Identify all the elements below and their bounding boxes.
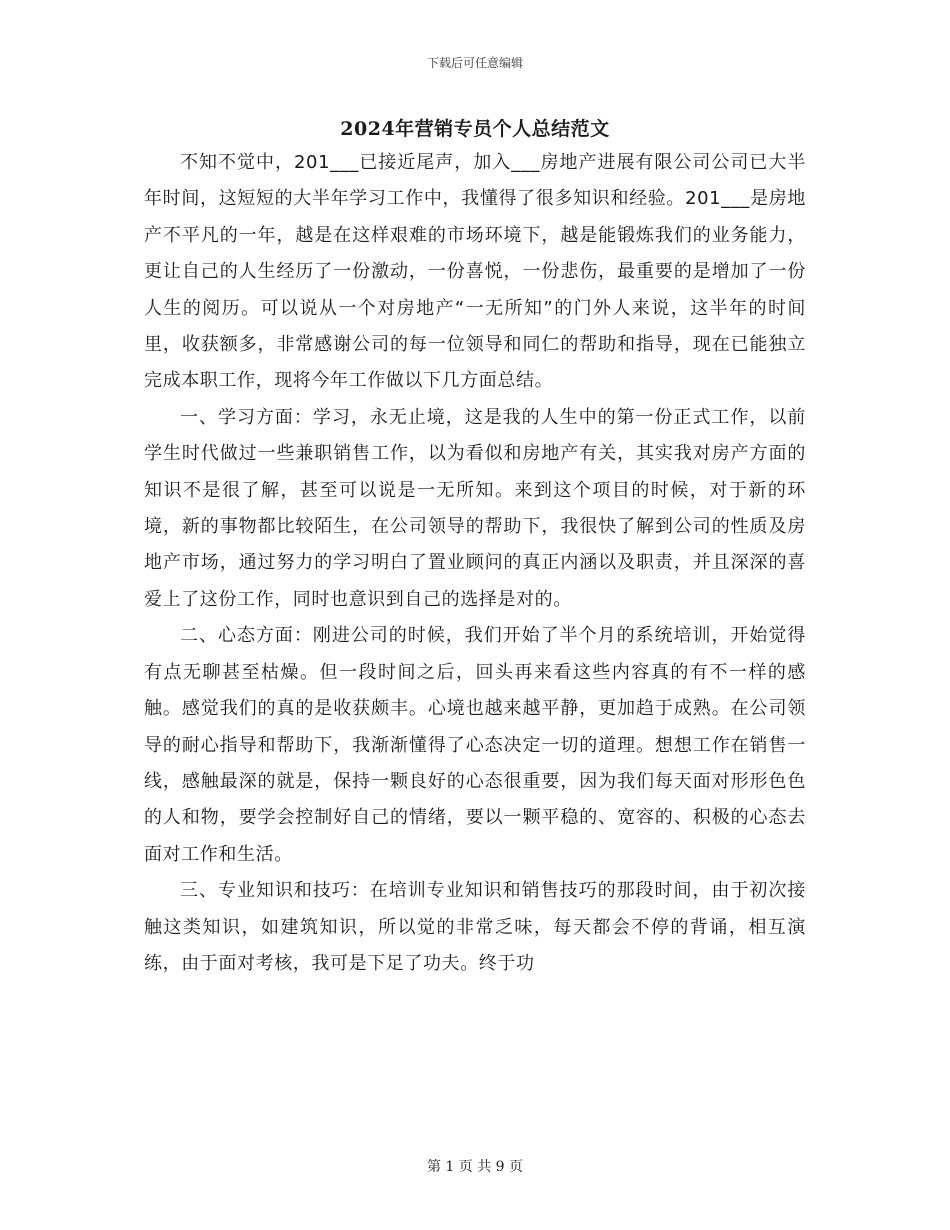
page-footer: 第 1 页 共 9 页 xyxy=(426,1159,524,1175)
paragraph-skills: 三、专业知识和技巧：在培训专业知识和销售技巧的那段时间，由于初次接触这类知识，如建筑知识，所以觉的非常乏味，每天都会不停的背诵，相互演练，由于面对考核，我可是下足了功夫。终于功 xyxy=(144,880,806,974)
header-note: 下载后可任意编辑 xyxy=(426,56,523,70)
document-body xyxy=(144,145,806,982)
paragraph-learning: 一、学习方面：学习，永无止境，这是我的人生中的第一份正式工作，以前学生时代做过一些兼职销售工作，以为看似和房地产有关，其实我对房产方面的知识不是很了解，甚至可以说是一无所知。来到这个项目的时候，对于新的环境，新的事物都比较陌生，在公司领导的帮助下，我很快了解到公司的性质及房地产市场，通过努力的学习明白了置业顾问的真正内涵以及职责，并且深深的喜爱上了这份工作，同时也意识到自己的选择是对的。 xyxy=(144,406,806,610)
document-title: 2024年营销专员个人总结范文 xyxy=(340,118,610,140)
paragraph-mindset: 二、心态方面：刚进公司的时候，我们开始了半个月的系统培训，开始觉得有点无聊甚至枯燥。但一段时间之后，回头再来看这些内容真的有不一样的感触。感觉我们的真的是收获颇丰。心境也越来越平静，更加趋于成熟。在公司领导的耐心指导和帮助下，我渐渐懂得了心态决定一切的道理。想想工作在销售一线，感触最深的就是，保持一颗良好的心态很重要，因为我们每天面对形形色色的人和物，要学会控制好自己的情绪，要以一颗平稳的、宽容的、积极的心态去面对工作和生活。 xyxy=(144,625,806,865)
paragraph-intro: 不知不觉中，201___已接近尾声，加入___房地产进展有限公司公司已大半年时间，这短短的大半年学习工作中，我懂得了很多知识和经验。201___是房地产不平凡的一年，越是在这样艰难的市场环境下，越是能锻炼我们的业务能力，更让自己的人生经历了一份激动，一份喜悦，一份悲伤，最重要的是增加了一份人生的阅历。可以说从一个对房地产“一无所知”的门外人来说，这半年的时间里，收获额多，非常感谢公司的每一位领导和同仁的帮助和指导，现在已能独立完成本职工作，现将今年工作做以下几方面总结。 xyxy=(144,152,806,392)
